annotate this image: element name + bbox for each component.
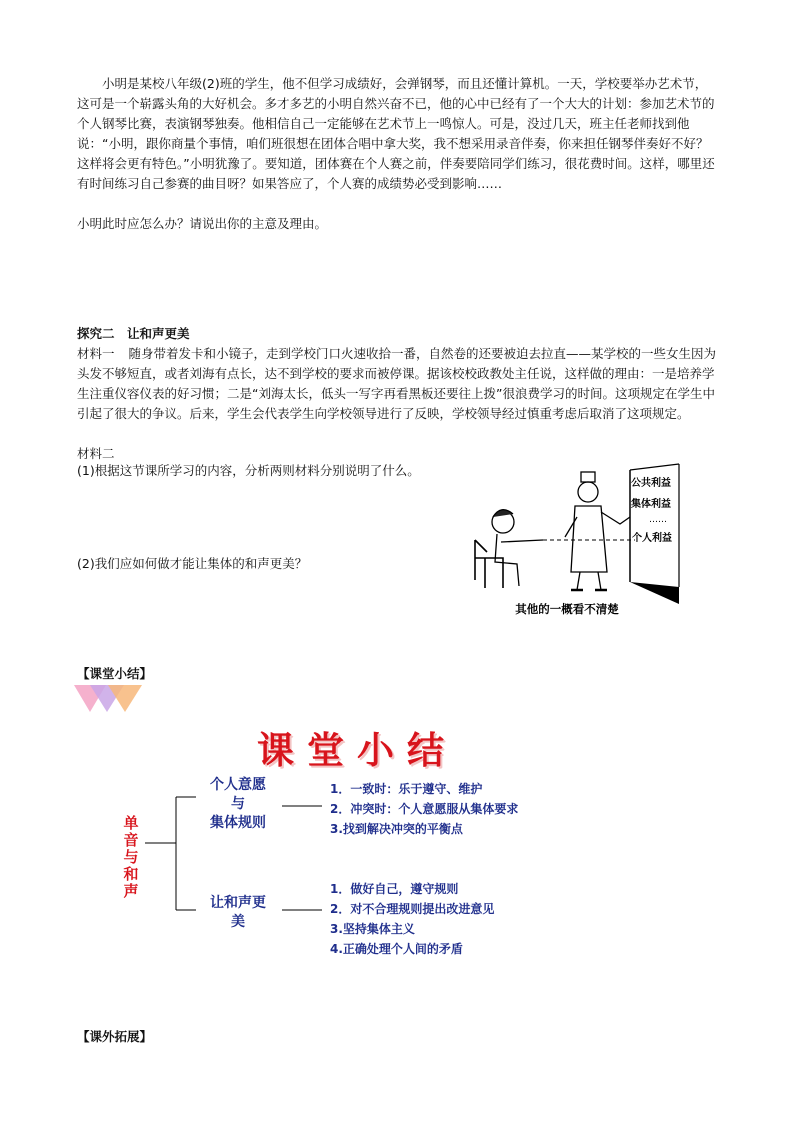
root-char: 与 (123, 848, 139, 866)
branch2-line: 让和声更 (210, 895, 266, 911)
branch2-item: 1．做好自己，遵守规则 (330, 882, 459, 896)
branch2-line: 美 (231, 914, 245, 930)
cartoon-caption: 其他的一概看不清楚 (515, 602, 619, 616)
question-2: (2)我们应如何做才能让集体的和声更美？ (77, 556, 308, 571)
root-char: 声 (123, 882, 139, 900)
board-line-3: …… (649, 515, 667, 525)
branch1-line: 与 (231, 796, 245, 812)
board-line-4: 个人利益 (632, 533, 672, 544)
question-1: (1)根据这节课所学习的内容，分析两则材料分别说明了什么。 (77, 463, 420, 478)
branch1-items (330, 779, 518, 839)
summary-title: 课堂小结 (257, 729, 457, 772)
story-question: 小明此时应怎么办？请说出你的主意及理由。 (77, 216, 328, 231)
branch1-label (198, 776, 278, 833)
branch2-items (330, 879, 494, 959)
branch1-item: 1．一致时：乐于遵守、维护 (330, 782, 483, 796)
story-paragraph: 小明是某校八年级(2)班的学生，他不但学习成绩好，会弹钢琴，而且还懂计算机。一天，学校要举办艺术节，这可是一个崭露头角的大好机会。多才多艺的小明自然兴奋不已，他的心中已经有了一个大大的计划：参加艺术节的个人钢琴比赛，表演钢琴独奏。他相信自己一定能够在艺术节上一鸣惊人。可是，没过几天，班主任老师找到他说：“小明，跟你商量个事情，咱们班很想在团体合唱中拿大奖，我不想采用录音伴奏，你来担任钢琴伴奏好不好？这样将会更有特色。”小明犹豫了。要知道，团体赛在个人赛之前，伴奏要陪同学们练习，很花费时间。这样，哪里还有时间练习自己参赛的曲目呀？如果答应了，个人赛的成绩势必受到影响…… (77, 76, 715, 191)
board-line-2: 集体利益 (631, 499, 671, 510)
board-line-1: 公共利益 (631, 478, 671, 489)
root-label (121, 815, 141, 900)
root-char: 音 (123, 831, 139, 849)
branch2-item: 4.正确处理个人间的矛盾 (330, 942, 463, 956)
material1-label: 材料一 (77, 346, 115, 361)
branch1-line: 集体规则 (210, 815, 266, 831)
branch1-line: 个人意愿 (210, 777, 266, 793)
summary-section-label: 【课堂小结】 (77, 666, 153, 681)
branch1-item: 3.找到解决冲突的平衡点 (330, 822, 463, 836)
material1-text: 随身带着发卡和小镜子，走到学校门口火速收拾一番，自然卷的还要被迫去拉直——某学校的一些女生因为头发不够短直，或者刘海有点长，达不到学校的要求而被停课。据该校校政教处主任说，这样做的理由：一是培养学生注重仪容仪表的好习惯；二是“刘海太长，低头一写字再看黑板还要往上拨”很浪费学习的时间。这项规定在学生中引起了很大的争议。后来，学生会代表学生向学校领导进行了反映，学校领导经过慎重考虑后取消了这项规定。 (77, 346, 717, 421)
root-char: 和 (123, 865, 139, 883)
material2-label: 材料二 (77, 446, 115, 461)
branch2-label (198, 894, 278, 932)
branch2-item: 2．对不合理规则提出改进意见 (330, 902, 495, 916)
root-char: 单 (123, 814, 139, 832)
explore2-heading: 探究二 让和声更美 (77, 326, 190, 341)
extension-section-label: 【课外拓展】 (77, 1029, 153, 1044)
branch1-item: 2．冲突时：个人意愿服从集体要求 (330, 802, 519, 816)
branch2-item: 3.坚持集体主义 (330, 922, 415, 936)
